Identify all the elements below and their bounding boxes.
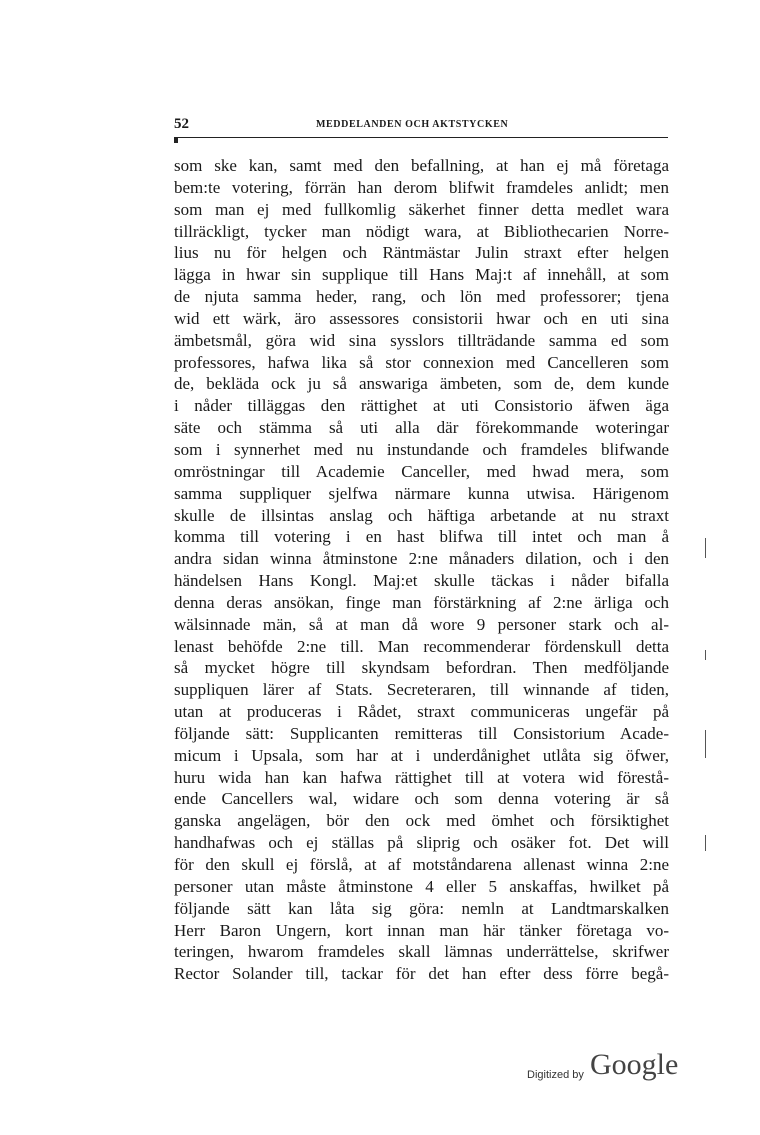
text-line: de, bekläda ock ju så answariga ämbeten, som de, dem kunde: [174, 374, 669, 394]
text-line: följande sätt kan låta sig göra: nemln at Landtmarskalken: [174, 898, 669, 918]
text-line: utan at produceras i Rådet, straxt communiceras ungefär på: [174, 702, 669, 722]
margin-mark: [705, 730, 706, 758]
text-line: tillräckligt, tycker man nödigt wara, at Bibliothecarien Norre-: [174, 221, 669, 241]
text-line: andra sidan winna åtminstone 2:ne månaders dilation, och i den: [174, 549, 669, 569]
text-line: personer utan måste åtminstone 4 eller 5 anskaffas, hwilket på: [174, 876, 669, 896]
text-line: för den skull ej förslå, at af motståndarena allenast winna 2:ne: [174, 855, 669, 874]
text-line: komma till votering i en hast blifwa till intet och man å: [174, 527, 669, 547]
text-line: lenast behöfde 2:ne till. Man recommenderar fördenskull detta: [174, 636, 669, 656]
text-line: professores, hafwa lika så stor connexion med Cancelleren som: [174, 352, 669, 372]
text-line: följande sätt: Supplicanten remitteras till Consistorium Acade-: [174, 723, 669, 743]
header-rule: [174, 137, 668, 138]
text-line: som man ej med fullkomlig säkerhet finner detta medlet wara: [174, 199, 669, 219]
text-line: samma suppliquer sjelfwa närmare kunna utwisa. Härigenom: [174, 483, 669, 503]
text-line: huru wida han kan hafwa rättighet till at votera wid förestå-: [174, 767, 669, 787]
text-line: säte och stämma så uti alla där förekommande woteringar: [174, 418, 669, 438]
margin-mark: [705, 835, 706, 851]
text-line: wälsinnade män, så at man då wore 9 personer stark och al-: [174, 614, 669, 634]
text-line: i nåder tilläggas den rättighet at uti Consistorio äfwen äga: [174, 396, 669, 416]
body-text: [174, 155, 669, 985]
text-line: denna deras ansökan, finge man förstärkning af 2:ne ärliga och: [174, 592, 669, 612]
margin-mark: [705, 538, 706, 558]
text-line: handhafwas och ej ställas på sliprig och osäker fot. Det will: [174, 833, 669, 853]
text-line: ämbetsmål, göra wid sina sysslors tillträdande samma ed som: [174, 330, 669, 350]
header-rule-mark: [174, 138, 178, 143]
text-line: wid ett wärk, äro assessores consistorii hwar och en uti sina: [174, 308, 669, 328]
text-line: som ske kan, samt med den befallning, at han ej må företaga: [174, 156, 669, 175]
text-line: händelsen Hans Kongl. Maj:et skulle täckas i nåder bifalla: [174, 571, 669, 591]
text-line: suppliquen lärer af Stats. Secreteraren, till winnande af tiden,: [174, 680, 669, 700]
margin-mark: [705, 650, 706, 660]
text-line: teringen, hwarom framdeles skall lämnas underrättelse, skrifwer: [174, 942, 669, 962]
page-number: 52: [174, 116, 189, 132]
text-line: Rector Solander till, tackar för det han efter dess förre begå-: [174, 964, 669, 984]
text-line: bem:te votering, förrän han derom blifwit framdeles anlidt; men: [174, 177, 669, 197]
text-line: micum i Upsala, som har at i underdånighet utlåta sig öfwer,: [174, 745, 669, 765]
text-line: som i synnerhet med nu instundande och framdeles blifwande: [174, 439, 669, 459]
text-line: lägga in hwar sin supplique till Hans Maj:t af innehåll, at som: [174, 265, 669, 285]
text-line: de njuta samma heder, rang, och lön med professorer; tjena: [174, 287, 669, 307]
text-line: skulle de illsintas anslag och häftiga arbetande at nu straxt: [174, 505, 669, 525]
digitized-by-label: Digitized by: [527, 1069, 584, 1081]
google-logo: Google: [590, 1048, 679, 1081]
text-line: omröstningar till Academie Canceller, med hwad mera, som: [174, 461, 669, 481]
text-line: lius nu för helgen och Räntmästar Julin straxt efter helgen: [174, 243, 669, 263]
running-head: MEDDELANDEN OCH AKTSTYCKEN: [316, 119, 509, 130]
text-line: ende Cancellers wal, widare och som denna votering är så: [174, 789, 669, 809]
text-line: ganska angelägen, bör den ock med ömhet och försiktighet: [174, 811, 669, 831]
text-line: så mycket högre till skyndsam befordran. Then medföljande: [174, 658, 669, 678]
text-line: Herr Baron Ungern, kort innan man här tänker företaga vo-: [174, 920, 669, 940]
